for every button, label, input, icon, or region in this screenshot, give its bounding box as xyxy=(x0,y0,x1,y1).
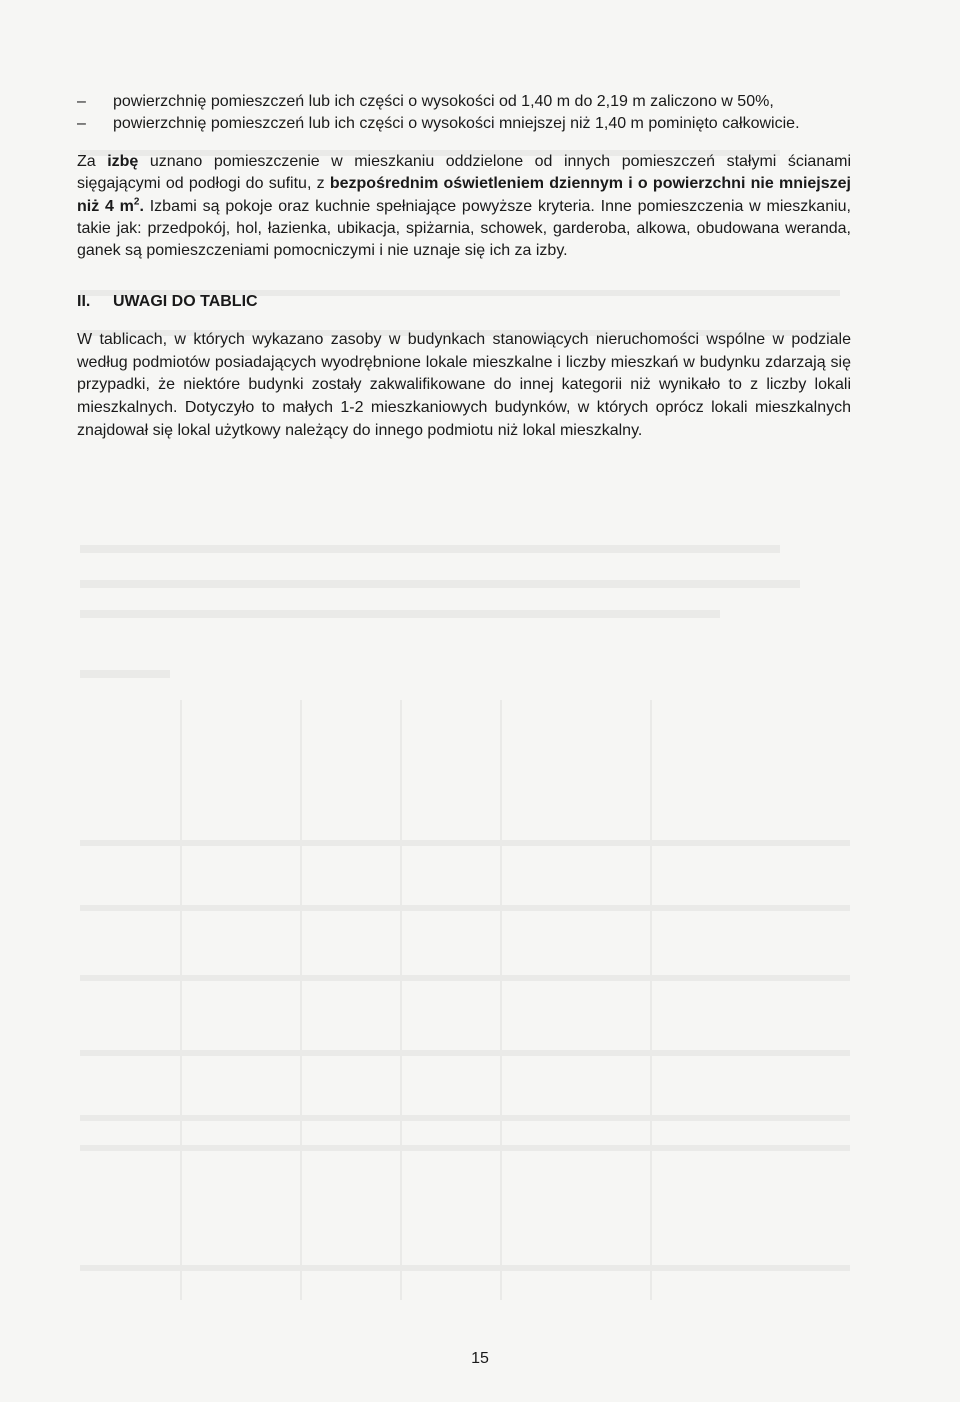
definition-text-1: Za xyxy=(77,152,108,170)
superscript-2: 2 xyxy=(133,196,140,208)
section-body-paragraph: W tablicach, w których wykazano zasoby w budynkach stanowiących nieruchomości wspólne w podziale według podmiotów posiadających wyodrębnione lokale mieszkalne i liczby mieszkań w budynku zdarzają się przypadki, że niektóre budynki zostały zakwalifikowane do innej kategorii niż wynikało to z liczby lokali mieszkalnych. Dotyczyło to małych 1-2 mieszkaniowych budynków, w których oprócz lokali mieszkalnych znajdował się lokal użytkowy należący do innego podmiotu niż lokal mieszkalny. xyxy=(77,331,851,439)
room-definition-paragraph xyxy=(77,151,851,263)
section-heading xyxy=(77,291,851,313)
list-item xyxy=(77,91,851,113)
dash-bullet: – xyxy=(77,115,86,133)
dash-bullet: – xyxy=(77,93,86,110)
list-item xyxy=(77,113,851,135)
body-text xyxy=(77,91,851,442)
definition-bold-term: izbę xyxy=(107,152,139,170)
list-item-text: powierzchnię pomieszczeń lub ich części o wysokości mniejszej niż 1,40 m pominięto całkowicie. xyxy=(113,115,800,133)
section-number: II. xyxy=(77,292,91,310)
definition-text-2: uznano pomieszczenie w mieszkaniu oddzielone od innych pomieszczeń stałymi ścianami sięgającymi od podłogi do sufitu, z xyxy=(77,152,852,193)
page-number: 15 xyxy=(471,1350,489,1367)
section-title: UWAGI DO TABLIC xyxy=(113,292,258,310)
definition-bold-period: . xyxy=(139,197,144,215)
definition-text-3: Izbami są pokoje oraz kuchnie spełniające powyższe kryteria. Inne pomieszczenia w mieszkaniu, takie jak: przedpokój, hol, łazienka, ubikacja, spiżarnia, schowek, garderoba, alkowa, obudowana weranda, ganek są pomieszczeniami pomocniczymi i nie uznaje się ich za izby. xyxy=(77,197,852,260)
definition-bold-criteria-text: bezpośrednim oświetleniem dziennym i o powierzchni nie mniejszej niż 4 m xyxy=(77,175,851,215)
list-item-text: powierzchnię pomieszczeń lub ich części o wysokości od 1,40 m do 2,19 m zaliczono w 50%, xyxy=(113,93,774,110)
